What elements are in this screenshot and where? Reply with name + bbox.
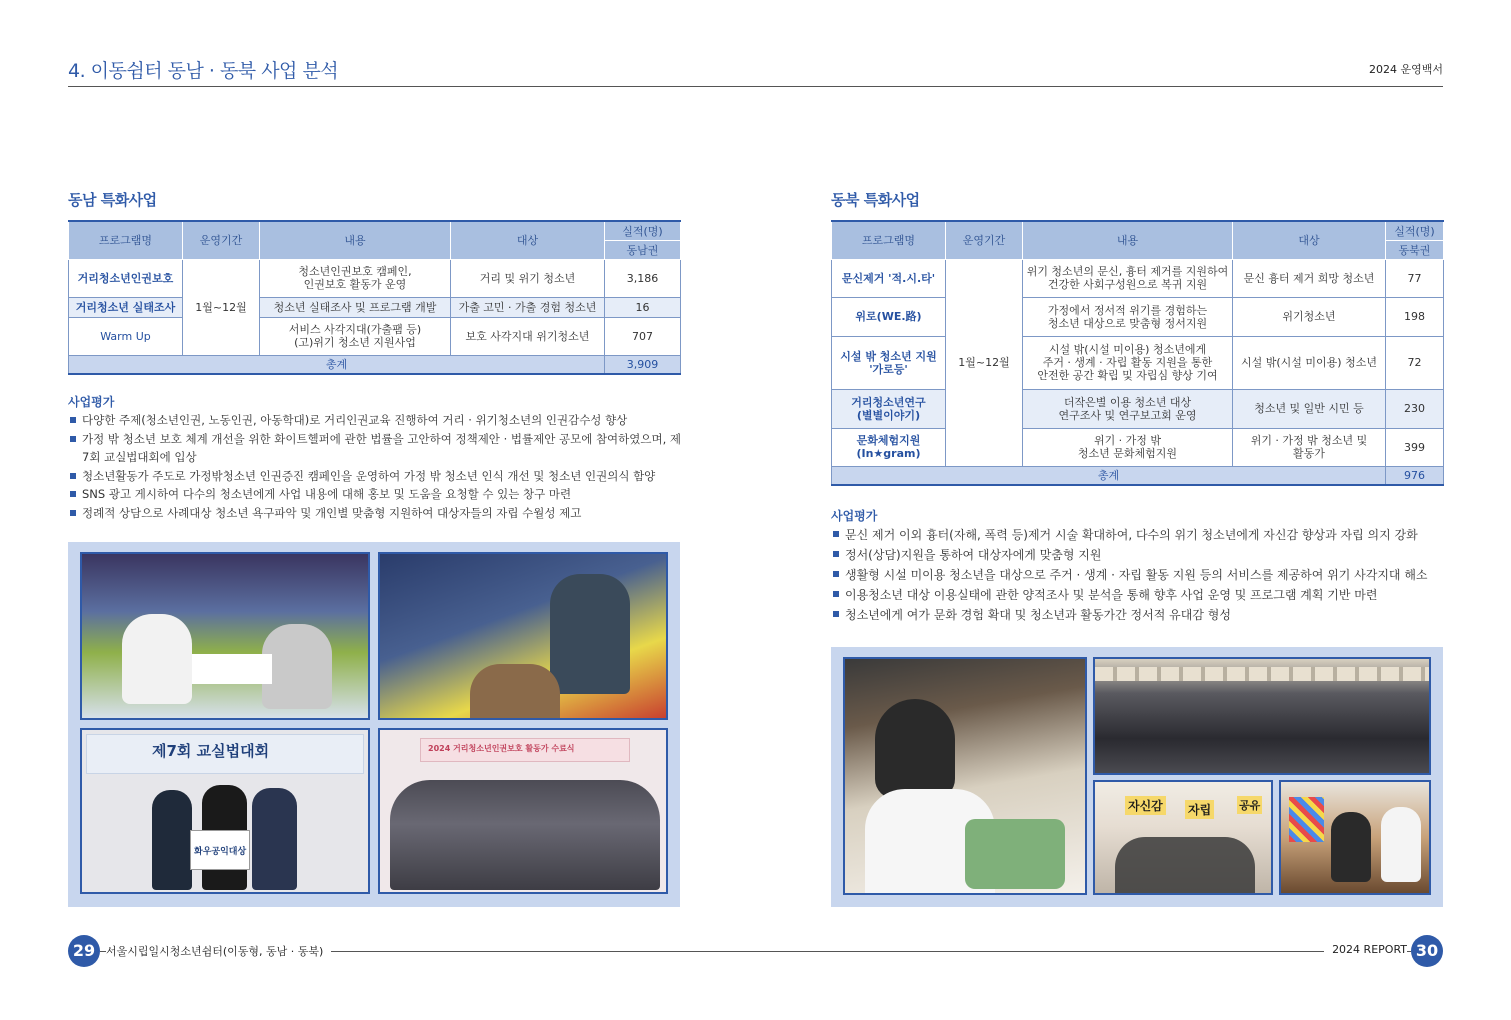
dongnam-table	[68, 220, 681, 375]
section-title-dongbuk: 동북 특화사업	[831, 191, 920, 209]
col-header-result: 실적(명)	[605, 221, 681, 240]
list-item: 다양한 주제(청소년인권, 노동인권, 아동학대)로 거리인권교육 진행하여 거리 · 위기청소년의 인권감수성 향상	[68, 411, 683, 430]
content-cell: 시설 밖(시설 미이용) 청소년에게 주거 · 생계 · 자립 활동 지원을 통한 안전한 공간 확립 및 자립심 향상 기여	[1023, 336, 1233, 389]
program-name: 시설 밖 청소년 지원 '가로등'	[832, 336, 946, 389]
col-header-period: 운영기간	[946, 221, 1023, 259]
result-cell: 16	[605, 297, 681, 317]
photo-award	[80, 728, 370, 894]
table-row	[832, 428, 1444, 466]
col-header-period: 운영기간	[183, 221, 260, 259]
list-item: 문신 제거 이외 흉터(자해, 폭력 등)제거 시술 확대하여, 다수의 위기 청소년에게 자신감 향상과 자립 의지 강화	[831, 525, 1443, 545]
dongbuk-table	[831, 220, 1444, 486]
total-row	[69, 355, 681, 374]
col-header-content: 내용	[1023, 221, 1233, 259]
target-cell: 위기청소년	[1233, 297, 1386, 336]
target-cell: 거리 및 위기 청소년	[451, 259, 605, 297]
award-banner-text: 제7회 교실법대회	[152, 742, 270, 760]
group-banner-text: 2024 거리청소년인권보호 활동가 수료식	[428, 744, 575, 753]
photo-consultation	[378, 552, 668, 720]
table-row	[832, 297, 1444, 336]
col-header-program: 프로그램명	[69, 221, 183, 259]
photo-group	[378, 728, 668, 894]
col-header-target: 대상	[451, 221, 605, 259]
list-item: 청소년활동가 주도로 가정밖청소년 인권증진 캠페인을 운영하여 가정 밖 청소년 인식 개선 및 청소년 인권의식 함양	[68, 467, 683, 486]
content-cell: 청소년인권보호 캠페인, 인권보호 활동가 운영	[260, 259, 451, 297]
total-value: 976	[1386, 466, 1444, 485]
sign-text-3: 공유	[1237, 796, 1262, 814]
table-row	[832, 259, 1444, 297]
total-value: 3,909	[605, 355, 681, 374]
table-row	[832, 389, 1444, 428]
photo-panel-dongbuk	[831, 647, 1443, 907]
table-row	[832, 336, 1444, 389]
header-divider	[68, 86, 1443, 87]
target-cell: 시설 밖(시설 미이용) 청소년	[1233, 336, 1386, 389]
photo-signs	[1093, 780, 1273, 895]
sign-text-1: 자신감	[1125, 796, 1166, 815]
target-cell: 문신 흉터 제거 희망 청소년	[1233, 259, 1386, 297]
period-cell: 1월~12월	[183, 259, 260, 355]
list-item: 가정 밖 청소년 보호 체계 개선을 위한 화이트헬퍼에 관한 법률을 고안하여 정책제안 · 법률제안 공모에 참여하였으며, 제7회 교실법대회에 입상	[68, 430, 683, 467]
target-cell: 위기 · 가정 밖 청소년 및 활동가	[1233, 428, 1386, 466]
photo-panel-dongnam	[68, 542, 680, 907]
program-name: 거리청소년 실태조사	[69, 297, 183, 317]
content-cell: 위기 청소년의 문신, 흉터 제거를 지원하여 건강한 사회구성원으로 복귀 지원	[1023, 259, 1233, 297]
list-item: 정례적 상담으로 사례대상 청소년 욕구파악 및 개인별 맞춤형 지원하여 대상자들의 자립 수월성 제고	[68, 504, 683, 523]
program-name: Warm Up	[69, 317, 183, 355]
result-cell: 399	[1386, 428, 1444, 466]
result-cell: 3,186	[605, 259, 681, 297]
table-row	[69, 259, 681, 297]
list-item: 청소년에게 여가 문화 경험 확대 및 청소년과 활동가간 정서적 유대감 형성	[831, 605, 1443, 625]
program-name: 거리청소년인권보호	[69, 259, 183, 297]
col-header-region: 동남권	[605, 240, 681, 259]
eval-title-dongnam: 사업평가	[68, 395, 115, 409]
list-item: 이용청소년 대상 이용실태에 관한 양적조사 및 분석을 통해 향후 사업 운영 및 프로그램 계획 기반 마련	[831, 585, 1443, 605]
eval-list-dongnam	[68, 411, 683, 522]
total-label: 총계	[832, 466, 1386, 485]
page-number-left: 29	[68, 935, 100, 967]
list-item: 정서(상담)지원을 통하여 대상자에게 맞춤형 지원	[831, 545, 1443, 565]
col-header-content: 내용	[260, 221, 451, 259]
content-cell: 위기 · 가정 밖 청소년 문화체험지원	[1023, 428, 1233, 466]
content-cell: 가정에서 정서적 위기를 경험하는 청소년 대상으로 맞춤형 정서지원	[1023, 297, 1233, 336]
program-name: 위로(WE.路)	[832, 297, 946, 336]
section-title-dongnam: 동남 특화사업	[68, 191, 157, 209]
result-cell: 72	[1386, 336, 1444, 389]
photo-seminar	[1093, 657, 1431, 775]
col-header-region: 동북권	[1386, 240, 1444, 259]
list-item: 생활형 시설 미이용 청소년을 대상으로 주거 · 생계 · 자립 활동 지원 등의 서비스를 제공하여 위기 사각지대 해소	[831, 565, 1443, 585]
list-item: SNS 광고 게시하여 다수의 청소년에게 사업 내용에 대해 홍보 및 도움을 요청할 수 있는 창구 마련	[68, 485, 683, 504]
table-row	[69, 297, 681, 317]
photo-counseling	[80, 552, 370, 720]
target-cell: 보호 사각지대 위기청소년	[451, 317, 605, 355]
footer-org-name: 서울시립일시청소년쉼터(이동형, 동남 · 동북)	[106, 943, 331, 959]
photo-workshop	[1279, 780, 1431, 895]
result-cell: 230	[1386, 389, 1444, 428]
col-header-target: 대상	[1233, 221, 1386, 259]
sign-text-2: 자립	[1185, 800, 1214, 819]
program-name: 문신제거 '적.시.타'	[832, 259, 946, 297]
eval-title-dongbuk: 사업평가	[831, 509, 878, 523]
result-cell: 77	[1386, 259, 1444, 297]
award-board-text: 화우공익대상	[194, 847, 247, 857]
publication-label: 2024 운영백서	[1369, 63, 1443, 76]
page-title: 4. 이동쉼터 동남 · 동북 사업 분석	[68, 60, 339, 82]
result-cell: 198	[1386, 297, 1444, 336]
program-name: 거리청소년연구 (별별이야기)	[832, 389, 946, 428]
footer-report-label: 2024 REPORT	[1324, 943, 1407, 956]
program-name: 문화체험지원 (In★gram)	[832, 428, 946, 466]
total-row	[832, 466, 1444, 485]
content-cell: 더작은별 이용 청소년 대상 연구조사 및 연구보고회 운영	[1023, 389, 1233, 428]
page-number-right: 30	[1411, 935, 1443, 967]
target-cell: 가출 고민 · 가출 경험 청소년	[451, 297, 605, 317]
target-cell: 청소년 및 일반 시민 등	[1233, 389, 1386, 428]
content-cell: 서비스 사각지대(가출팸 등) (고)위기 청소년 지원사업	[260, 317, 451, 355]
photo-treatment	[843, 657, 1087, 895]
result-cell: 707	[605, 317, 681, 355]
col-header-result: 실적(명)	[1386, 221, 1444, 240]
eval-list-dongbuk	[831, 525, 1443, 625]
col-header-program: 프로그램명	[832, 221, 946, 259]
table-row	[69, 317, 681, 355]
total-label: 총계	[69, 355, 605, 374]
period-cell: 1월~12월	[946, 259, 1023, 466]
content-cell: 청소년 실태조사 및 프로그램 개발	[260, 297, 451, 317]
